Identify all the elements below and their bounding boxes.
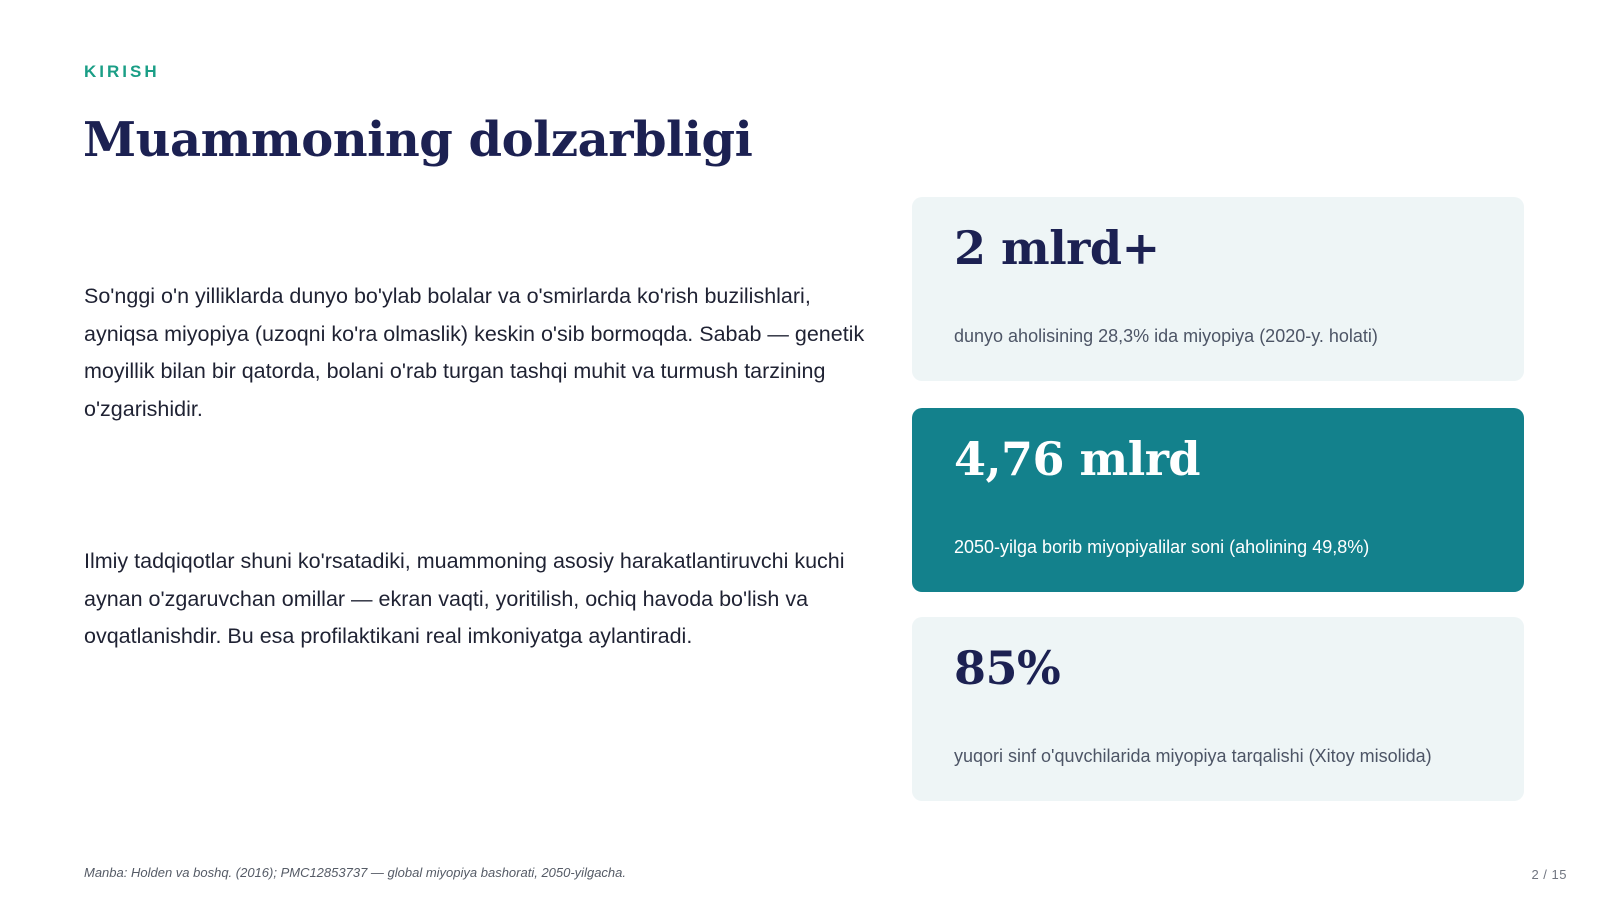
- research-paragraph: Ilmiy tadqiqotlar shuni ko'rsatadiki, muammoning asosiy harakatlantiruvchi kuchi aynan o'zgaruvchan omillar — ekran vaqti, yoritilish, ochiq havoda bo'lish va ovqatlanishdir. Bu esa profilaktikani real imkoniyatga aylantiradi.: [84, 549, 845, 648]
- intro-paragraph: So'nggi o'n yilliklarda dunyo bo'ylab bolalar va o'smirlarda ko'rish buzilishlari, ayniqsa miyopiya (uzoqni ko'ra olmaslik) keskin o'sib bormoqda. Sabab — genetik moyillik bilan bir qatorda, bolani o'rab turgan tashqi muhit va turmush tarzining o'zgarishidir.: [84, 284, 865, 421]
- stat-value: 85%: [954, 641, 1061, 695]
- slide-title: Muammoning dolzarbligi: [83, 112, 753, 168]
- stat-description: dunyo aholisining 28,3% ida miyopiya (2020-y. holati): [954, 326, 1378, 346]
- page-number: 2 / 15: [1531, 867, 1567, 882]
- stat-description: 2050-yilga borib miyopiyalilar soni (aholining 49,8%): [954, 537, 1370, 557]
- stat-description: yuqori sinf o'quvchilarida miyopiya tarqalishi (Xitoy misolida): [954, 746, 1432, 766]
- source-citation: Manba: Holden va boshq. (2016); PMC12853737 — global miyopiya bashorati, 2050-yilgacha.: [84, 865, 626, 880]
- stat-value: 4,76 mlrd: [954, 432, 1201, 486]
- stat-value: 2 mlrd+: [954, 221, 1160, 275]
- section-kicker: KIRISH: [84, 62, 160, 81]
- stat-card-forecast: [912, 408, 1524, 592]
- stat-card-students: [912, 617, 1524, 801]
- stat-card-population: [912, 197, 1524, 381]
